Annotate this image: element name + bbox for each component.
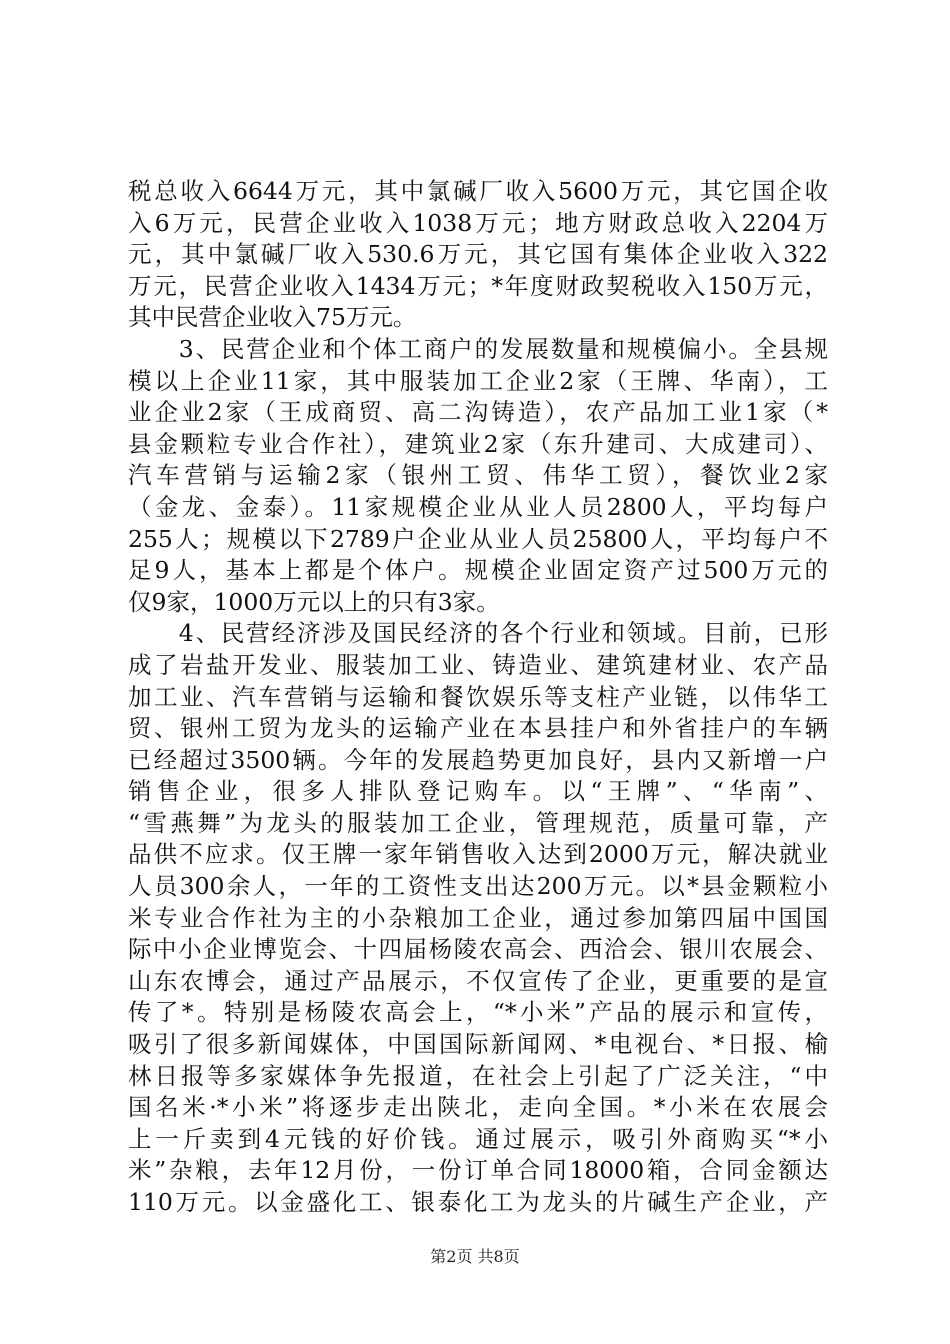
text-line: 其中民营企业收入75万元。	[128, 303, 417, 332]
paragraph	[128, 618, 828, 1218]
text-line: 国名米·*小米”将逐步走出陕北，走向全国。*小米在农展会	[128, 1093, 828, 1122]
text-line: 元，其中氯碱厂收入530.6万元，其它国有集体企业收入322	[128, 240, 828, 269]
text-line: 110万元。以金盛化工、银泰化工为龙头的片碱生产企业，产	[128, 1188, 828, 1216]
text-line: 山东农博会，通过产品展示，不仅宣传了企业，更重要的是宣	[128, 966, 828, 995]
text-line: 传了*。特别是杨陵农高会上，“*小米”产品的展示和宣传，	[128, 998, 828, 1027]
text-line: 模以上企业11家，其中服装加工企业2家（王牌、华南），工	[128, 366, 828, 395]
text-line: 米”杂粮，去年12月份，一份订单合同18000箱，合同金额达	[128, 1156, 828, 1185]
text-line: 业企业2家（王成商贸、高二沟铸造），农产品加工业1家（*	[128, 398, 828, 427]
text-line: 际中小企业博览会、十四届杨陵农高会、西洽会、银川农展会、	[128, 935, 828, 964]
text-line: 吸引了很多新闻媒体，中国国际新闻网、*电视台、*日报、榆	[128, 1030, 828, 1059]
text-line: 4、民营经济涉及国民经济的各个行业和领域。目前，已形	[128, 619, 828, 648]
text-line: 销售企业，很多人排队登记购车。以“王牌”、“华南”、	[128, 777, 828, 806]
paragraph	[128, 176, 828, 334]
text-line: 255人；规模以下2789户企业从业人员25800人，平均每户不	[128, 524, 828, 553]
text-line: 人员300余人，一年的工资性支出达200万元。以*县金颗粒小	[128, 872, 828, 901]
text-line: 入6万元，民营企业收入1038万元；地方财政总收入2204万	[128, 208, 828, 237]
paragraph	[128, 334, 828, 618]
text-line: 3、民营企业和个体工商户的发展数量和规模偏小。全县规	[128, 334, 828, 363]
text-line: 万元，民营企业收入1434万元；*年度财政契税收入150万元，	[128, 271, 828, 300]
text-line: 已经超过3500辆。今年的发展趋势更加良好，县内又新增一户	[128, 745, 828, 774]
text-line: 米专业合作社为主的小杂粮加工企业，通过参加第四届中国国	[128, 903, 828, 932]
text-line: 上一斤卖到4元钱的好价钱。通过展示，吸引外商购买“*小	[128, 1124, 828, 1153]
document-body	[128, 176, 828, 1219]
text-line: 仅9家，1000万元以上的只有3家。	[128, 587, 500, 616]
text-line: 汽车营销与运输2家（银州工贸、伟华工贸），餐饮业2家	[128, 461, 828, 490]
text-line: 成了岩盐开发业、服装加工业、铸造业、建筑建材业、农产品	[128, 650, 828, 679]
text-line: 品供不应求。仅王牌一家年销售收入达到2000万元，解决就业	[128, 840, 828, 869]
text-line: “雪燕舞”为龙头的服装加工企业，管理规范，质量可靠，产	[128, 808, 828, 837]
text-line: （金龙、金泰）。11家规模企业从业人员2800人，平均每户	[128, 492, 828, 521]
text-line: 加工业、汽车营销与运输和餐饮娱乐等支柱产业链，以伟华工	[128, 682, 828, 711]
text-line: 足9人，基本上都是个体户。规模企业固定资产过500万元的	[128, 556, 828, 585]
text-line: 林日报等多家媒体争先报道，在社会上引起了广泛关注，“中	[128, 1061, 828, 1090]
text-line: 税总收入6644万元，其中氯碱厂收入5600万元，其它国企收	[128, 177, 828, 205]
text-line: 贸、银州工贸为龙头的运输产业在本县挂户和外省挂户的车辆	[128, 714, 828, 743]
text-line: 县金颗粒专业合作社），建筑业2家（东升建司、大成建司）、	[128, 429, 828, 458]
page-number-footer: 第2页 共8页	[430, 1247, 520, 1266]
